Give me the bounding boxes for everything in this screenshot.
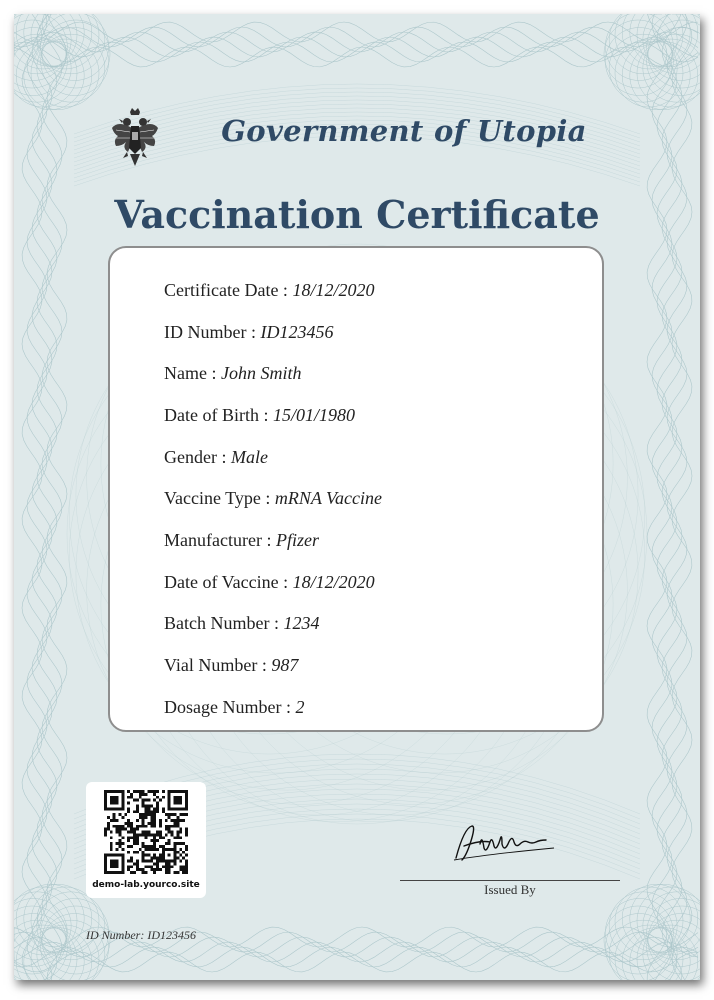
- qr-card: [86, 782, 206, 898]
- field-label: Gender :: [164, 447, 231, 467]
- vaccine-type-field: [164, 488, 382, 509]
- certificate-date-field: [164, 280, 374, 301]
- footer-id-number: ID Number: ID123456: [86, 928, 196, 942]
- certificate-title: Vaccination Certificate: [114, 192, 600, 237]
- field-value: Pfizer: [275, 530, 319, 550]
- field-value: 987: [271, 655, 299, 675]
- signature-line: [400, 880, 620, 881]
- field-value: Male: [230, 447, 268, 467]
- field-value: 18/12/2020: [292, 572, 375, 592]
- certificate-sheet: [14, 14, 700, 980]
- field-label: Date of Vaccine :: [164, 572, 293, 592]
- field-label: Date of Birth :: [164, 405, 273, 425]
- field-value: 15/01/1980: [272, 405, 355, 425]
- field-label: Vial Number :: [164, 655, 272, 675]
- date-of-vaccine-field: [164, 572, 375, 593]
- signature-icon: [450, 818, 560, 866]
- field-label: Manufacturer :: [164, 530, 276, 550]
- name-field: [164, 363, 301, 384]
- field-value: 2: [295, 697, 305, 717]
- date-of-birth-field: [164, 405, 355, 426]
- field-label: Vaccine Type :: [164, 488, 275, 508]
- qr-code-icon[interactable]: [104, 790, 188, 874]
- field-value: John Smith: [220, 363, 302, 383]
- field-value: ID123456: [260, 322, 334, 342]
- dosage-number-field: [164, 697, 304, 718]
- qr-caption: demo-lab.yourco.site: [92, 880, 200, 890]
- government-name: Government of Utopia: [221, 114, 587, 148]
- field-label: Batch Number :: [164, 613, 284, 633]
- gender-field: [164, 447, 268, 468]
- field-value: mRNA Vaccine: [274, 488, 383, 508]
- field-value: 18/12/2020: [292, 280, 375, 300]
- id-number-field: [164, 322, 333, 343]
- field-label: ID Number :: [164, 322, 261, 342]
- field-label: Dosage Number :: [164, 697, 296, 717]
- field-value: 1234: [283, 613, 320, 633]
- manufacturer-field: [164, 530, 319, 551]
- details-panel: [108, 246, 604, 732]
- vial-number-field: [164, 655, 298, 676]
- double-headed-eagle-icon: [110, 106, 160, 176]
- field-label: Certificate Date :: [164, 280, 293, 300]
- issued-by-label: Issued By: [484, 882, 536, 897]
- field-label: Name :: [164, 363, 221, 383]
- batch-number-field: [164, 613, 319, 634]
